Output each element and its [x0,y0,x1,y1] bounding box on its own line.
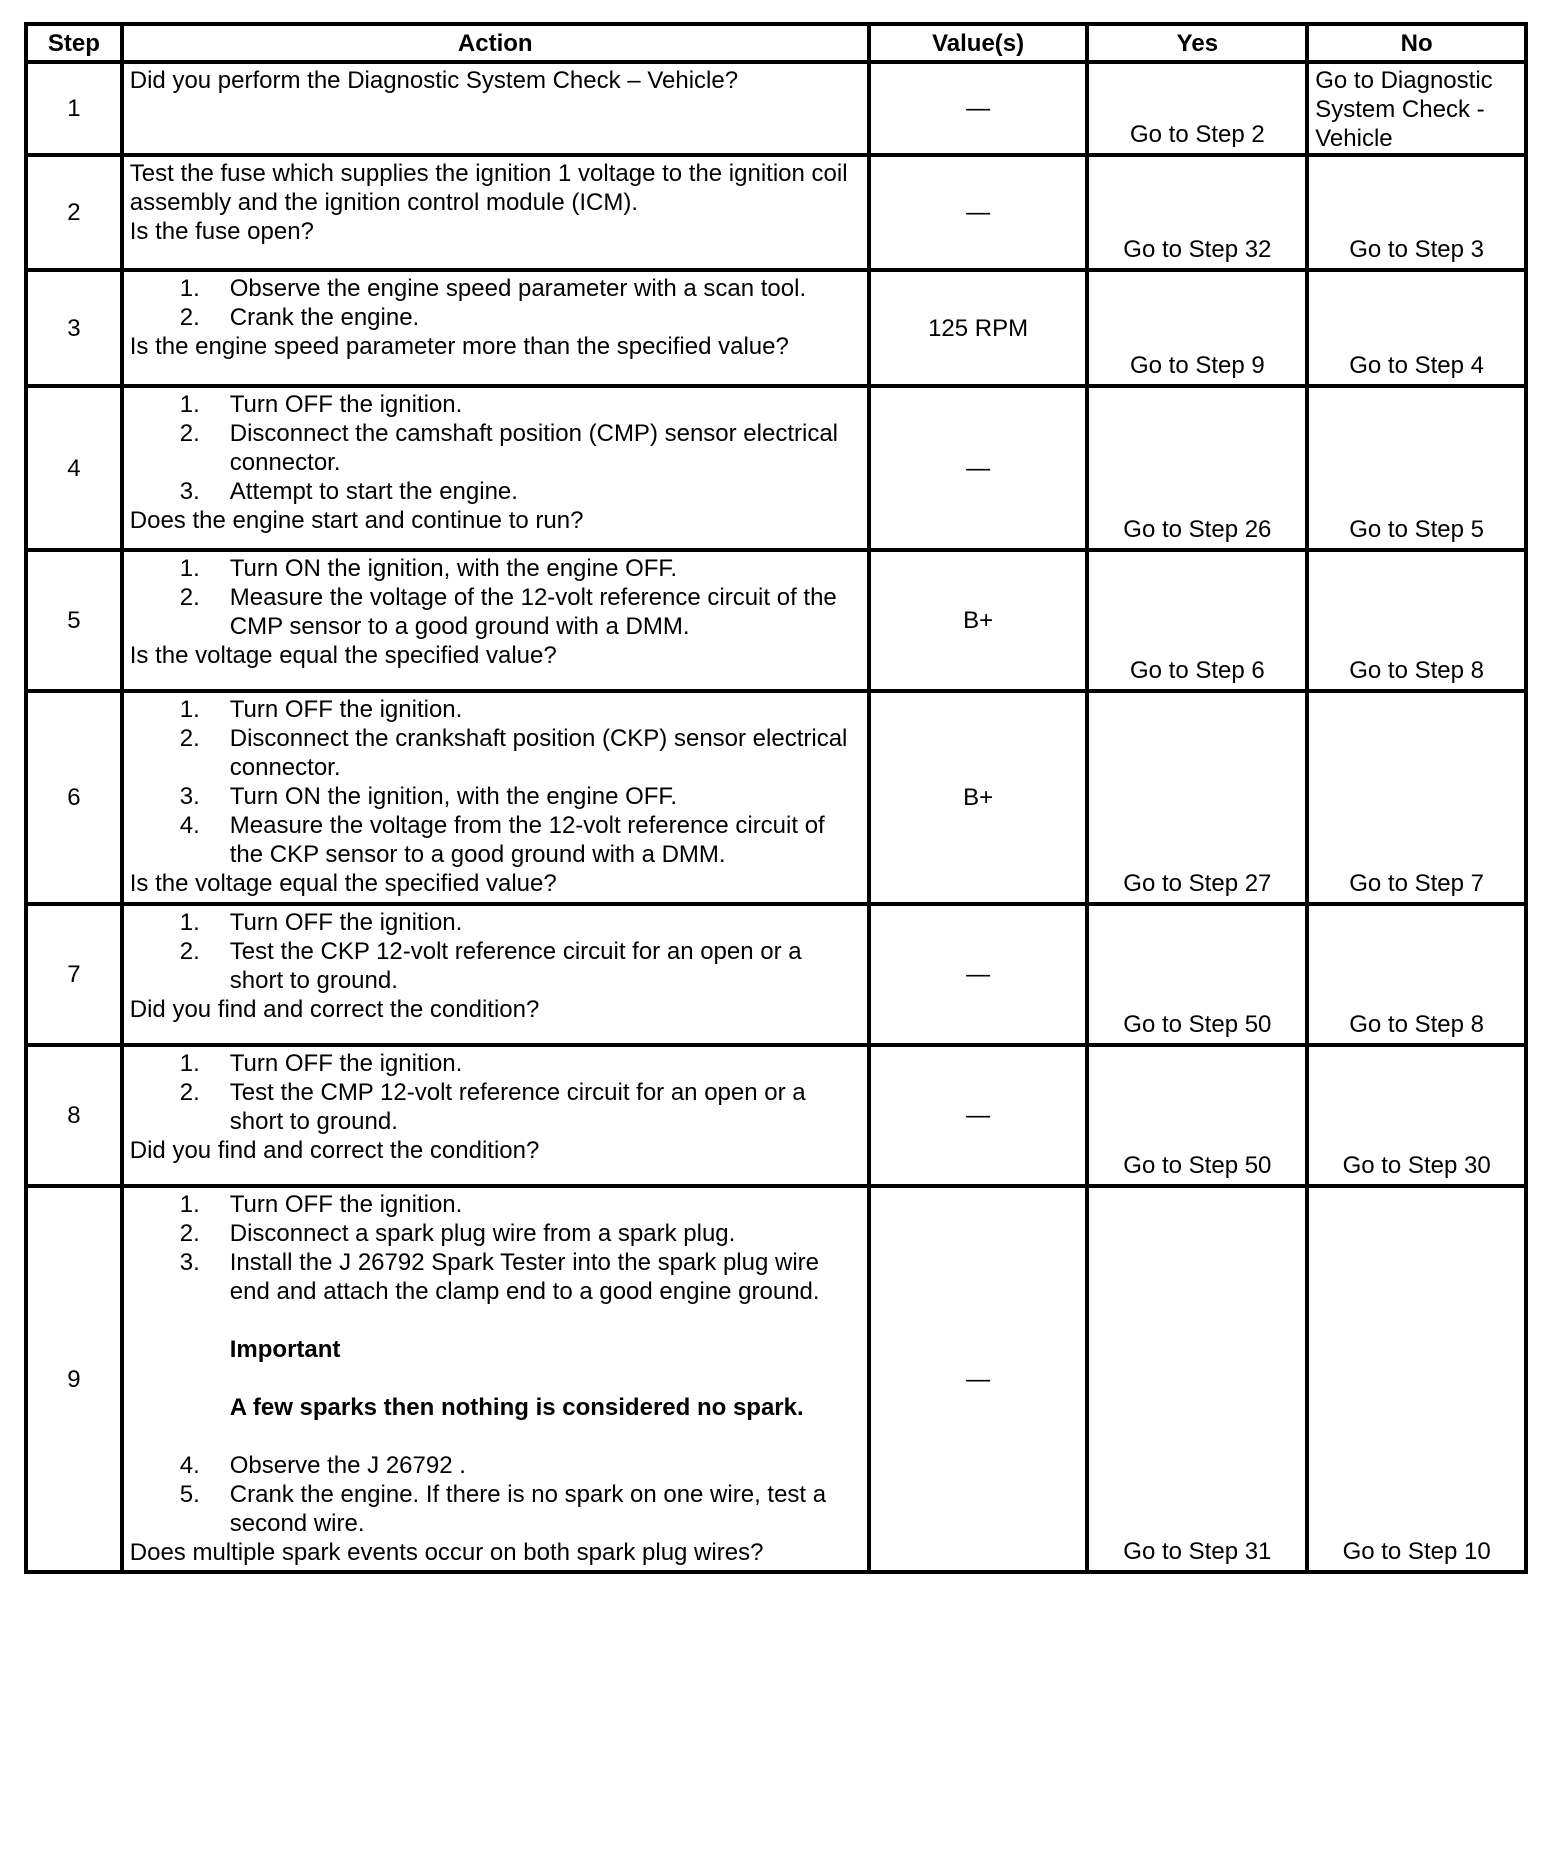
list-item: 1. Turn OFF the ignition. [179,696,463,723]
value-cell: B+ [869,691,1088,904]
table-row [26,904,1526,1045]
yes-cell: Go to Step 26 [1087,386,1307,550]
step-number: 7 [26,904,122,1045]
header-step: Step [26,24,122,62]
action-cell [122,62,869,155]
value-cell: — [869,155,1088,270]
no-cell: Go to Step 4 [1307,270,1526,386]
action-question: Did you find and correct the condition? [129,1137,540,1164]
list-item: 2. Test the CKP 12-volt reference circuit for an open or a short to ground. [179,938,802,994]
action-question: Did you perform the Diagnostic System Check – Vehicle? [129,67,739,94]
action-list [130,908,861,995]
table-row [26,550,1526,691]
action-cell [122,904,869,1045]
value-cell: — [869,1045,1088,1186]
header-action: Action [122,24,869,62]
list-item: 1. Turn OFF the ignition. [179,909,463,936]
no-cell: Go to Step 10 [1307,1186,1526,1572]
no-cell: Go to Step 8 [1307,550,1526,691]
step-number: 8 [26,1045,122,1186]
action-cell [122,691,869,904]
note-text: A few sparks then nothing is considered no spark. [229,1394,804,1421]
action-list [130,1451,861,1538]
action-cell [122,1045,869,1186]
list-item: 1. Turn OFF the ignition. [179,391,463,418]
action-list [130,274,861,332]
action-question: Is the voltage equal the specified value? [129,870,557,897]
list-item: 2. Disconnect the camshaft position (CMP) sensor electrical connector. [179,420,839,476]
yes-cell: Go to Step 32 [1087,155,1307,270]
action-cell [122,155,869,270]
value-cell: — [869,904,1088,1045]
yes-cell: Go to Step 27 [1087,691,1307,904]
action-question: Is the fuse open? [129,218,314,245]
action-cell [122,550,869,691]
list-item: 3. Turn ON the ignition, with the engine OFF. [179,783,678,810]
header-row [26,24,1526,62]
value-cell: — [869,62,1088,155]
list-item: 2. Crank the engine. [179,304,420,331]
yes-cell: Go to Step 31 [1087,1186,1307,1572]
no-cell: Go to Step 8 [1307,904,1526,1045]
note-title: Important [229,1336,341,1363]
list-item: 2. Test the CMP 12-volt reference circuit for an open or a short to ground. [179,1079,806,1135]
list-item: 4. Observe the J 26792 . [179,1452,466,1479]
action-question: Does the engine start and continue to run? [129,507,584,534]
action-list [130,390,861,506]
table-row [26,155,1526,270]
yes-cell: Go to Step 2 [1087,62,1307,155]
action-list [130,695,861,869]
action-cell [122,386,869,550]
value-cell: 125 RPM [869,270,1088,386]
action-intro: Test the fuse which supplies the ignition 1 voltage to the ignition coil assembly and the ignition control module (ICM). [129,160,848,216]
yes-cell: Go to Step 9 [1087,270,1307,386]
action-question: Is the engine speed parameter more than the specified value? [129,333,789,360]
step-number: 3 [26,270,122,386]
value-cell: B+ [869,550,1088,691]
table-row [26,62,1526,155]
list-item: 2. Disconnect the crankshaft position (CKP) sensor electrical connector. [179,725,848,781]
action-cell [122,270,869,386]
yes-cell: Go to Step 50 [1087,904,1307,1045]
list-item: 3. Attempt to start the engine. [179,478,518,505]
header-values: Value(s) [869,24,1088,62]
list-item: 2. Disconnect a spark plug wire from a spark plug. [179,1220,736,1247]
table-row [26,1186,1526,1572]
list-item: 1. Observe the engine speed parameter with a scan tool. [179,275,807,302]
action-list [130,1049,861,1136]
list-item: 5. Crank the engine. If there is no spark on one wire, test a second wire. [179,1481,827,1537]
list-item: 1. Turn OFF the ignition. [179,1191,463,1218]
step-number: 9 [26,1186,122,1572]
action-cell [122,1186,869,1572]
table-row [26,270,1526,386]
no-cell: Go to Step 30 [1307,1045,1526,1186]
yes-cell: Go to Step 6 [1087,550,1307,691]
list-item: 2. Measure the voltage of the 12-volt reference circuit of the CMP sensor to a good ground with a DMM. [179,584,837,640]
value-cell: — [869,386,1088,550]
no-cell: Go to Step 5 [1307,386,1526,550]
step-number: 6 [26,691,122,904]
diagnostic-table [24,22,1528,1574]
step-number: 2 [26,155,122,270]
no-cell: Go to Diagnostic System Check - Vehicle [1307,62,1526,155]
table-row [26,386,1526,550]
table-row [26,1045,1526,1186]
action-question: Does multiple spark events occur on both spark plug wires? [129,1539,764,1566]
value-cell: — [869,1186,1088,1572]
action-question: Did you find and correct the condition? [129,996,540,1023]
action-list [130,1190,861,1306]
no-cell: Go to Step 7 [1307,691,1526,904]
list-item: 1. Turn ON the ignition, with the engine OFF. [179,555,678,582]
header-yes: Yes [1087,24,1307,62]
step-number: 1 [26,62,122,155]
list-item: 3. Install the J 26792 Spark Tester into the spark plug wire end and attach the clamp end to a good engine ground. [179,1249,820,1305]
step-number: 4 [26,386,122,550]
action-question: Is the voltage equal the specified value? [129,642,557,669]
header-no: No [1307,24,1526,62]
table-row [26,691,1526,904]
step-number: 5 [26,550,122,691]
no-cell: Go to Step 3 [1307,155,1526,270]
list-item: 4. Measure the voltage from the 12-volt reference circuit of the CKP sensor to a good ground with a DMM. [179,812,825,868]
action-list [130,554,861,641]
list-item: 1. Turn OFF the ignition. [179,1050,463,1077]
yes-cell: Go to Step 50 [1087,1045,1307,1186]
